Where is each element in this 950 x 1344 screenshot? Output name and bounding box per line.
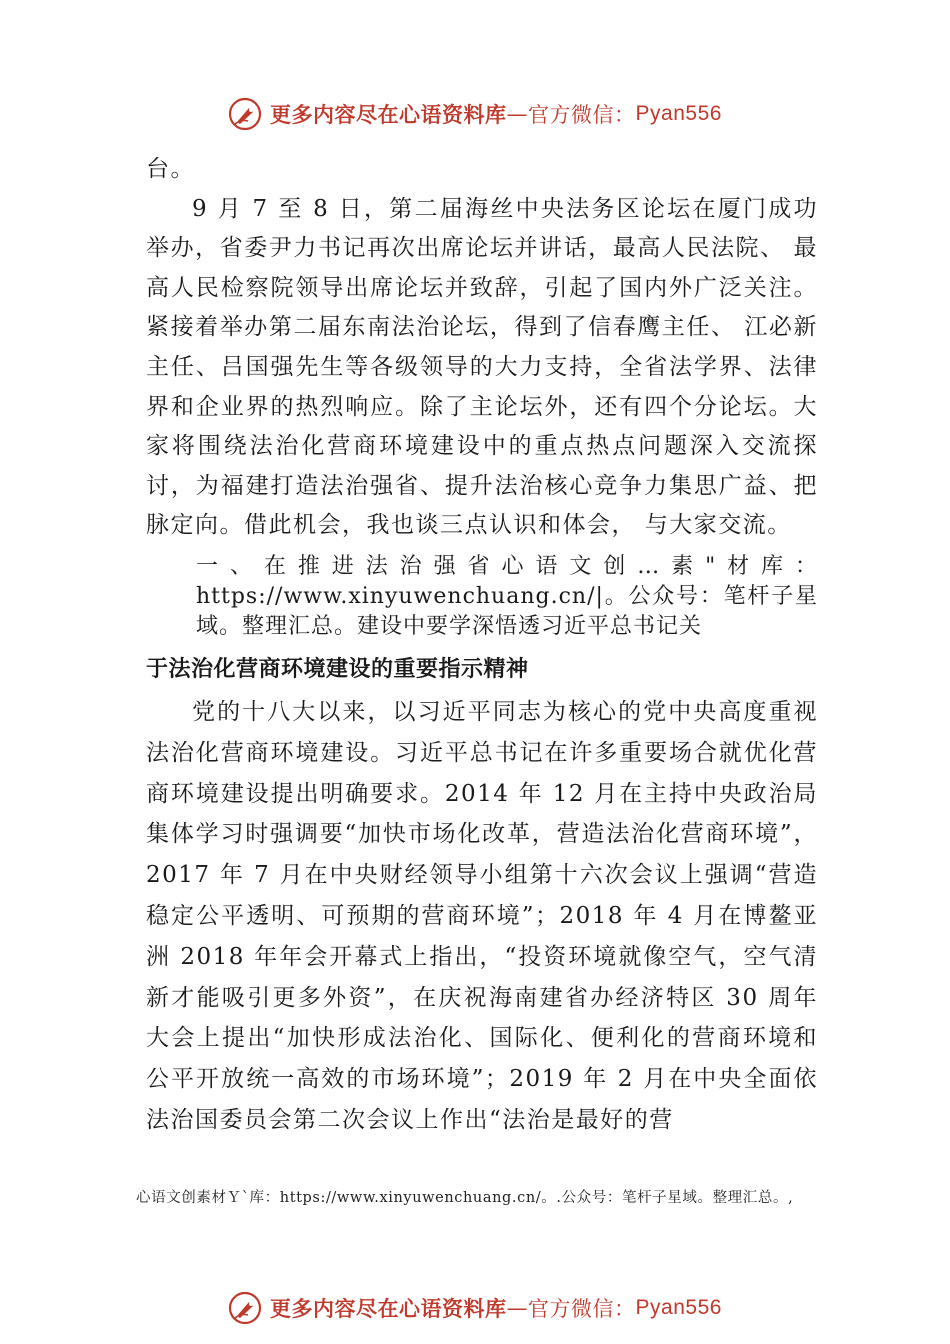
- banner-wechat-label: 官方微信：: [528, 103, 636, 127]
- footer-banner: [0, 1288, 950, 1328]
- header-banner: [0, 94, 950, 134]
- footnote: 心语文创素材Ｙ`库：https://www.xinyuwenchuang.cn/。.公众号：笔杆子星域。整理汇总。,: [136, 1190, 794, 1206]
- paragraph-continuation: 台。: [146, 156, 195, 182]
- banner-title: 更多内容尽在心语资料库: [270, 102, 507, 127]
- banner-wechat-id: Pyan556: [635, 1296, 722, 1319]
- banner-title: 更多内容尽在心语资料库: [270, 1296, 507, 1321]
- pen-nib-logo-icon: [228, 1291, 262, 1325]
- banner-dash: —: [506, 102, 529, 126]
- section-heading: 于法治化营商环境建设的重要指示精神: [146, 656, 529, 682]
- paragraph-forum: 9 月 7 至 8 日，第二届海丝中央法务区论坛在厦门成功举办，省委尹力书记再次出席论坛并讲话，最高人民法院、 最高人民检察院领导出席论坛并致辞，引起了国内外广泛关注。紧接着举办第二届东南法治论坛，得到了信春鹰主任、 江必新主任、吕国强先生等各级领导的大力支持，全省法学界、法律界和企业界的热烈响应。除了主论坛外，还有四个分论坛。大家将围绕法治化营商环境建设中的重点热点问题深入交流探讨，为福建打造法治强省、提升法治核心竞争力集思广益、把脉定向。借此机会，我也谈三点认识和体会， 与大家交流。: [146, 195, 818, 539]
- paragraph-party-congress: 党的十八大以来，以习近平同志为核心的党中央高度重视法治化营商环境建设。习近平总书记在许多重要场合就优化营商环境建设提出明确要求。2014 年 12 月在主持中央政治局集体学习时强调要“加快市场化改革，营造法治化营商环境”，2017 年 7 月在中央财经领导小组第十六次会议上强调“营造稳定公平透明、可预期的营商环境”；2018 年 4 月在博鳌亚洲 2018 年年会开幕式上指出，“投资环境就像空气，空气清新才能吸引更多外资”，在庆祝海南建省办经济特区 30 周年大会上提出“加快形成法治化、国际化、便利化的营商环境和公平开放统一高效的市场环境”；2019 年 2 月在中央全面依法治国委员会第二次会议上作出“法治是最好的营: [146, 698, 818, 1133]
- banner-wechat-label: 官方微信：: [528, 1297, 636, 1321]
- banner-wechat-id: Pyan556: [635, 102, 722, 125]
- document-body: [146, 150, 818, 1141]
- banner-dash: —: [506, 1296, 529, 1320]
- section-item-one: 一、在推进法治强省心语文创…素"材库：https://www.xinyuwenchuang.cn/|。公众号：笔杆子星域。整理汇总。建设中要学深悟透习近平总书记关: [196, 553, 818, 639]
- pen-nib-logo-icon: [228, 97, 262, 131]
